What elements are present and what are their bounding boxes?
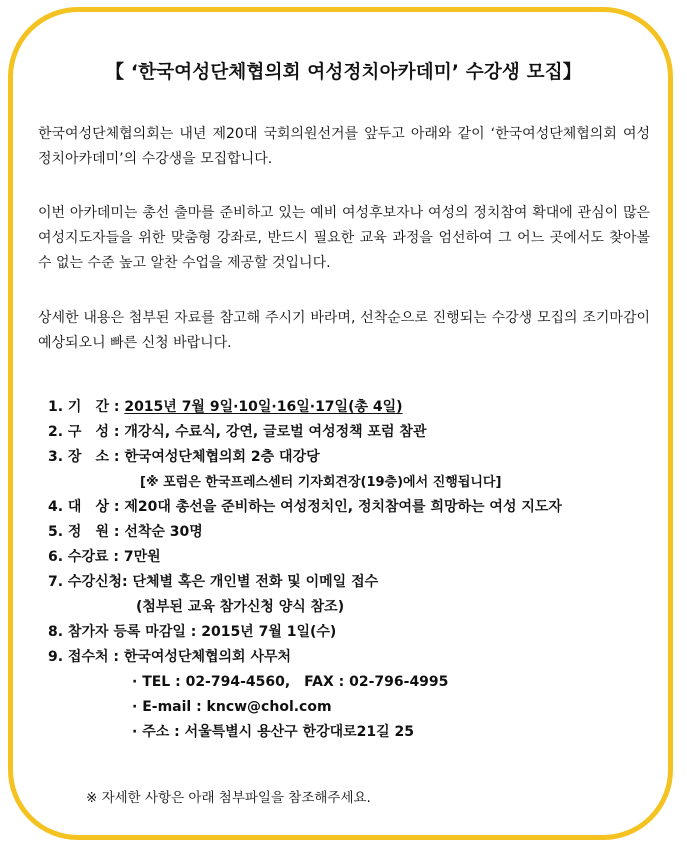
contact-address: · 주소 : 서울특별시 용산구 한강대로21길 25 — [132, 724, 414, 740]
apply-note: (첨부된 교육 참가신청 양식 참조) — [136, 599, 345, 615]
period-label: 1. 기 간 : — [48, 399, 125, 415]
contact-email: · E-mail : kncw@chol.com — [132, 699, 332, 715]
application-notice-paragraph: 상세한 내용은 첨부된 자료를 참고해 주시기 바라며, 선착순으로 진행되는 수강생 모집의 조기마감이 예상되오니 빠른 신청 바랍니다. — [38, 310, 650, 351]
details-list — [48, 395, 658, 745]
list-item-apply: 7. 수강신청: 단체별 혹은 개인별 전화 및 이메일 접수 — [48, 574, 379, 590]
list-item-fee: 6. 수강료 : 7만원 — [48, 549, 161, 565]
list-item-capacity: 5. 정 원 : 선착순 30명 — [48, 524, 203, 540]
period-value: 2015년 7월 9일·10일·16일·17일(총 4일) — [124, 399, 403, 415]
list-item-composition: 2. 구 성 : 개강식, 수료식, 강연, 글로벌 여성정책 포럼 참관 — [48, 424, 427, 440]
list-item-period — [48, 395, 658, 420]
notice-title: 【 ‘한국여성단체협의회 여성정치아카데미’ 수강생 모집】 — [105, 62, 582, 83]
list-item-place: 3. 장 소 : 한국여성단체협의회 2층 대강당 — [48, 449, 320, 465]
intro-paragraph: 한국여성단체협의회는 내년 제20대 국회의원선거를 앞두고 아래와 같이 ‘한국여성단체협의회 여성정치아카데미’의 수강생을 모집합니다. — [38, 126, 650, 167]
attachment-note: ※ 자세한 사항은 아래 첨부파일을 참조해주세요. — [86, 790, 371, 806]
list-item-contact: 9. 접수처 : 한국여성단체협의회 사무처 — [48, 649, 292, 665]
list-item-deadline: 8. 참가자 등록 마감일 : 2015년 7월 1일(수) — [48, 624, 337, 640]
place-note-text: [※ 포럼은 한국프레스센터 기자회견장(19층)에서 진행됩니다] — [140, 475, 502, 490]
place-note — [48, 470, 658, 495]
list-item-target: 4. 대 상 : 제20대 총선을 준비하는 여성정치인, 정치참여를 희망하는 여성 지도자 — [48, 499, 562, 515]
contact-tel-fax: · TEL : 02-794-4560, FAX : 02-796-4995 — [132, 674, 449, 690]
academy-description-paragraph: 이번 아카데미는 총선 출마를 준비하고 있는 예비 여성후보자나 여성의 정치참여 확대에 관심이 많은 여성지도자들을 위한 맞춤형 강좌로, 반드시 필요한 교육 과정을 엄선하여 그 어느 곳에서도 찾아볼 수 없는 수준 높고 알찬 수업을 제공할 것입니다. — [38, 205, 650, 271]
